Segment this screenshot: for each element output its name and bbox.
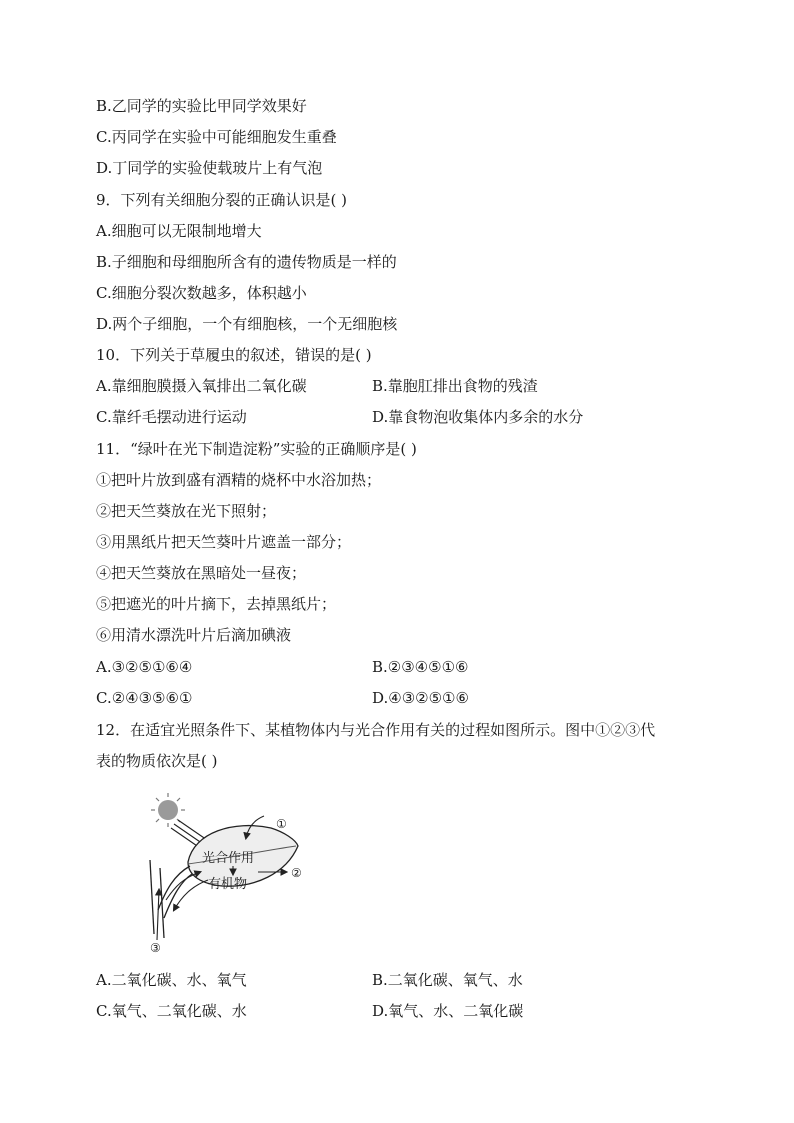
q10-option-c: C.靠纤毛摆动进行运动 bbox=[96, 408, 247, 426]
q8-option-b: B.乙同学的实验比甲同学效果好 bbox=[96, 97, 307, 115]
label-mark-1: ① bbox=[276, 817, 287, 831]
photosynthesis-diagram bbox=[136, 790, 316, 955]
label-mark-3: ③ bbox=[150, 941, 161, 955]
q11-step-1: ①把叶片放到盛有酒精的烧杯中水浴加热； bbox=[96, 471, 382, 489]
q12-option-b: B.二氧化碳、氧气、水 bbox=[372, 971, 523, 989]
label-photosynthesis: 光合作用 bbox=[202, 851, 255, 866]
q10-option-a: A.靠细胞膜摄入氧排出二氧化碳 bbox=[96, 377, 307, 395]
q11-option-a: A.③②⑤①⑥④ bbox=[96, 658, 193, 676]
q10-option-b: B.靠胞肛排出食物的残渣 bbox=[372, 377, 538, 395]
q12-stem-line-1: 12．在适宜光照条件下、某植物体内与光合作用有关的过程如图所示。图中①②③代 bbox=[96, 721, 656, 739]
q11-option-d: D.④③②⑤①⑥ bbox=[372, 689, 469, 707]
q11-option-c: C.②④③⑤⑥① bbox=[96, 689, 193, 707]
q8-option-c: C.丙同学在实验中可能细胞发生重叠 bbox=[96, 128, 337, 146]
label-mark-2: ② bbox=[291, 866, 302, 880]
q12-stem-line-2: 表的物质依次是( ) bbox=[96, 752, 218, 770]
q11-step-2: ②把天竺葵放在光下照射； bbox=[96, 502, 277, 520]
q10-option-d: D.靠食物泡收集体内多余的水分 bbox=[372, 408, 584, 426]
q9-option-d: D.两个子细胞，一个有细胞核，一个无细胞核 bbox=[96, 315, 398, 333]
q10-stem: 10．下列关于草履虫的叙述，错误的是( ) bbox=[96, 346, 372, 364]
q12-option-a: A.二氧化碳、水、氧气 bbox=[96, 971, 247, 989]
q9-stem: 9．下列有关细胞分裂的正确认识是( ) bbox=[96, 191, 348, 209]
q8-option-d: D.丁同学的实验使载玻片上有气泡 bbox=[96, 159, 323, 177]
plant-stem bbox=[150, 860, 192, 938]
q9-option-b: B.子细胞和母细胞所含有的遗传物质是一样的 bbox=[96, 253, 397, 271]
q12-option-d: D.氧气、水、二氧化碳 bbox=[372, 1002, 524, 1020]
q9-option-a: A.细胞可以无限制地增大 bbox=[96, 222, 262, 240]
q12-option-c: C.氧气、二氧化碳、水 bbox=[96, 1002, 247, 1020]
q11-step-5: ⑤把遮光的叶片摘下，去掉黑纸片； bbox=[96, 595, 337, 613]
q11-step-3: ③用黑纸片把天竺葵叶片遮盖一部分； bbox=[96, 533, 352, 551]
q11-step-4: ④把天竺葵放在黑暗处一昼夜； bbox=[96, 564, 307, 582]
label-organic-matter: 有机物 bbox=[208, 877, 248, 892]
q11-step-6: ⑥用清水漂洗叶片后滴加碘液 bbox=[96, 626, 292, 644]
q11-stem: 11．“绿叶在光下制造淀粉”实验的正确顺序是( ) bbox=[96, 440, 417, 458]
q9-option-c: C.细胞分裂次数越多，体积越小 bbox=[96, 284, 307, 302]
q11-option-b: B.②③④⑤①⑥ bbox=[372, 658, 469, 676]
